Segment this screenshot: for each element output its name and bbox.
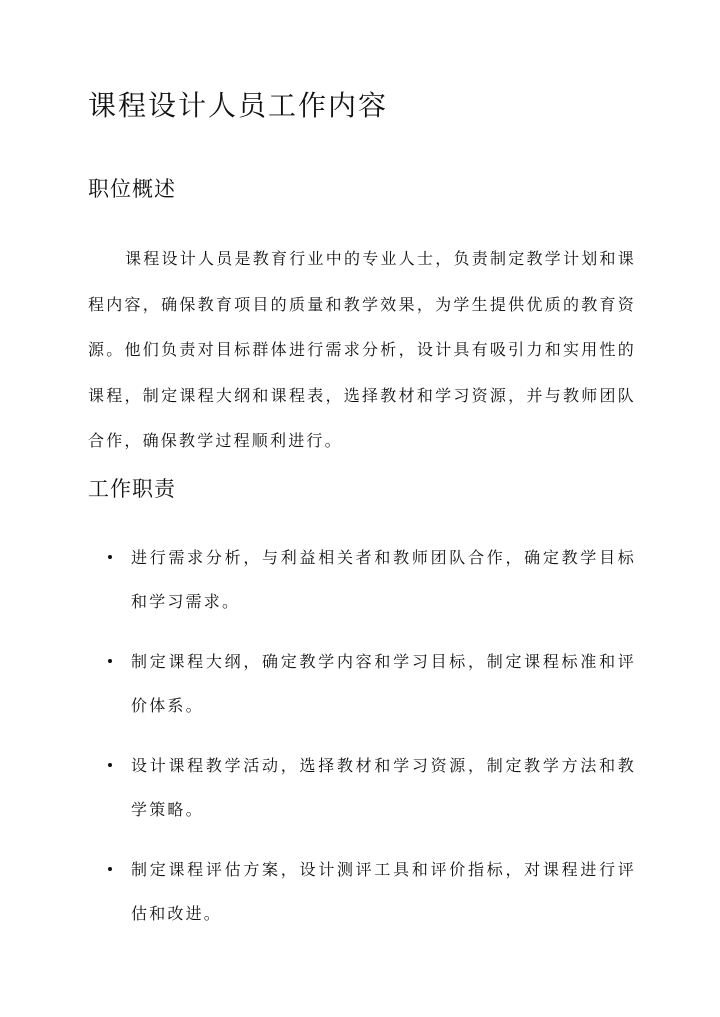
- section-heading-overview: 职位概述: [88, 177, 176, 201]
- duties-list: [88, 536, 636, 952]
- list-item: [88, 744, 636, 832]
- bullet-icon: [108, 659, 112, 663]
- list-item: [88, 640, 636, 728]
- list-item: [88, 848, 636, 936]
- bullet-icon: [108, 555, 112, 559]
- bullet-icon: [108, 763, 112, 767]
- list-item: [88, 536, 636, 624]
- overview-paragraph: 课程设计人员是教育行业中的专业人士，负责制定教学计划和课程内容，确保教育项目的质量和教学效果，为学生提供优质的教育资源。他们负责对目标群体进行需求分析，设计具有吸引力和实用性的课程，制定课程大纲和课程表，选择教材和学习资源，并与教师团队合作，确保教学过程顺利进行。: [88, 249, 636, 450]
- list-item-text: 制定课程评估方案，设计测评工具和评价指标，对课程进行评估和改进。: [131, 860, 636, 923]
- list-item-text: 制定课程大纲，确定教学内容和学习目标，制定课程标准和评价体系。: [131, 652, 636, 715]
- list-item-text: 进行需求分析，与利益相关者和教师团队合作，确定教学目标和学习需求。: [131, 548, 636, 611]
- section-heading-duties: 工作职责: [88, 477, 176, 501]
- list-item-text: 设计课程教学活动，选择教材和学习资源，制定教学方法和教学策略。: [131, 756, 636, 819]
- document-title: 课程设计人员工作内容: [88, 89, 389, 122]
- bullet-icon: [108, 867, 112, 871]
